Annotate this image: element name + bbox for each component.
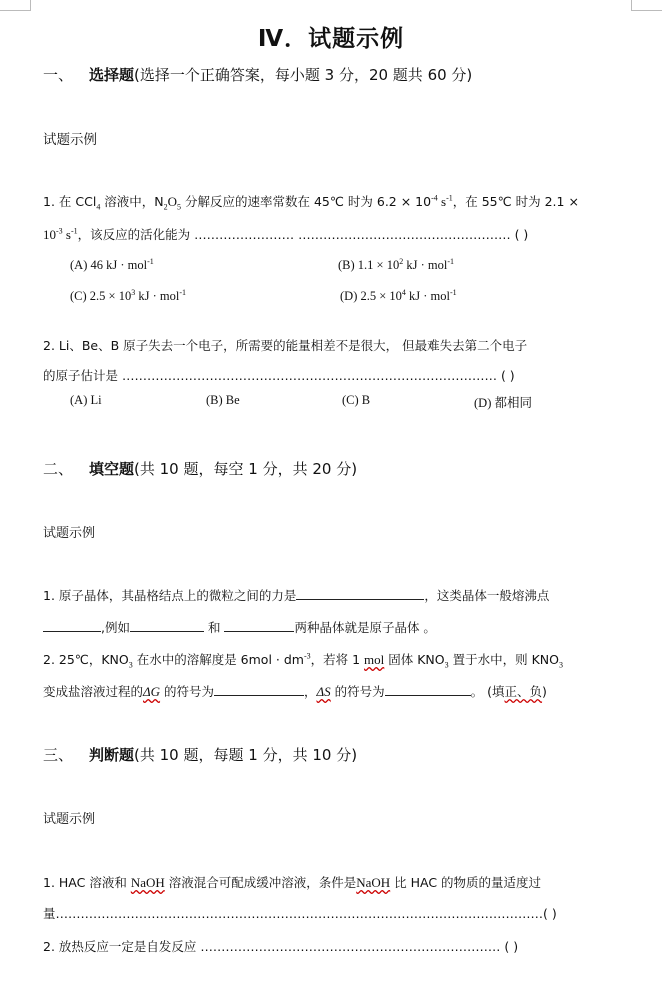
text: (D) 2.5 × 10: [340, 289, 402, 304]
text: 量………………………………………………………………………………………………………( ): [43, 906, 557, 921]
s1-q1-option-a: [70, 257, 154, 273]
spellcheck-word: mol: [364, 652, 385, 667]
text: 的符号为: [160, 684, 215, 699]
s3-question-1-line-2: [43, 904, 557, 922]
text: 2. 25℃，KNO: [43, 652, 129, 667]
superscript: -4: [431, 193, 438, 203]
section-heading-3: [43, 744, 357, 765]
text: kJ · mol: [135, 289, 180, 304]
text: 变成盐溶液过程的: [43, 684, 144, 699]
superscript: -1: [179, 288, 186, 297]
text: 的符号为: [330, 684, 385, 699]
subscript: 3: [558, 660, 563, 670]
spellcheck-word: ΔS: [316, 684, 331, 699]
superscript: -1: [70, 226, 78, 236]
section-desc: (共 10 题，每空 1 分，共 20 分): [134, 460, 358, 478]
s3-question-1-line-1: [43, 873, 541, 891]
text: 溶液中，N: [100, 194, 164, 209]
s1-question-1-line-2: [43, 225, 528, 243]
text: 2. 放热反应一定是自发反应 ……………………………………………………………… ( ): [43, 939, 519, 954]
subscript: 3: [444, 660, 449, 670]
spellcheck-word: ΔG: [143, 684, 161, 699]
section-number: 二、: [43, 460, 74, 478]
text: (A) 46 kJ · mol: [70, 258, 148, 273]
s1-question-2-line-1: [43, 336, 527, 354]
s1-question-2-line-2: [43, 366, 515, 384]
text: 1. 在 CCl: [43, 194, 97, 209]
section-name: 选择题: [89, 66, 135, 84]
s3-question-2: [43, 937, 518, 955]
superscript: 3: [131, 288, 136, 297]
example-label: 试题示例: [43, 132, 97, 148]
text: 1. 原子晶体，其晶格结点上的微粒之间的力是: [43, 588, 297, 603]
text: 2. Li、Be、B 原子失去一个电子，所需要的能量相差不是很大， 但最难失去第二个电子: [43, 338, 528, 353]
s2-question-2-line-2: [43, 682, 547, 700]
text: ，这类晶体一般熔沸点: [424, 588, 550, 603]
text: 10: [43, 227, 56, 242]
text: 溶液混合可配成缓冲溶液，条件是: [164, 875, 357, 890]
text: 和: [203, 620, 225, 635]
answer-blank[interactable]: [296, 587, 424, 600]
text: (B) 1.1 × 10: [338, 258, 400, 273]
superscript: -3: [56, 226, 63, 236]
section-name: 填空题: [89, 460, 135, 478]
s1-q1-option-c: [70, 288, 186, 304]
answer-blank[interactable]: [224, 619, 294, 632]
answer-blank[interactable]: [214, 683, 304, 696]
subscript: 5: [177, 202, 182, 212]
text: 分解反应的速率常数在 45℃ 时为 6.2 × 10: [181, 194, 432, 209]
text: ): [542, 684, 547, 699]
section-number: 三、: [43, 746, 74, 764]
text: 固体 KNO: [384, 652, 445, 667]
text: s: [62, 227, 71, 242]
s1-question-1-line-1: [43, 192, 579, 212]
section-desc: (选择一个正确答案，每小题 3 分，20 题共 60 分): [134, 66, 473, 84]
example-label: 试题示例: [43, 526, 96, 541]
page-corner-mark-left: [0, 0, 31, 11]
section-desc: (共 10 题，每题 1 分，共 10 分): [134, 746, 358, 764]
spellcheck-word: 正、负: [504, 684, 543, 699]
s2-question-1-line-2: [43, 618, 436, 636]
text: 在水中的溶解度是 6mol · dm: [132, 652, 304, 667]
spellcheck-word: NaOH: [130, 875, 165, 890]
superscript: -1: [447, 257, 454, 266]
text: ,例如: [101, 620, 130, 635]
superscript: -1: [450, 288, 457, 297]
text: kJ · mol: [405, 289, 451, 304]
text: 比 HAC 的物质的量适度过: [390, 875, 542, 890]
page-title: Ⅳ．试题示例: [257, 26, 405, 52]
text: ，在 55℃ 时为 2.1 ×: [452, 194, 579, 209]
superscript: 2: [399, 257, 404, 266]
text: O: [167, 194, 178, 209]
section-heading-1: [43, 64, 472, 85]
text: ，该反应的活化能为 …………………… …………………………………………… ( ): [77, 227, 529, 242]
answer-blank[interactable]: [43, 619, 101, 632]
text: s: [437, 194, 447, 209]
page-corner-mark-right: [631, 0, 662, 11]
text: 两种晶体就是原子晶体 。: [294, 620, 436, 635]
text: 。 (填: [470, 684, 505, 699]
section-name: 判断题: [89, 746, 135, 764]
s1-q1-option-b: [338, 257, 454, 273]
text: 1. HAC 溶液和: [43, 875, 131, 890]
text: 置于水中，则 KNO: [448, 652, 559, 667]
section-number: 一、: [43, 66, 74, 84]
s2-question-1-line-1: [43, 586, 549, 604]
subscript: 3: [128, 660, 133, 670]
text: ，若将 1: [310, 652, 365, 667]
answer-blank[interactable]: [385, 683, 471, 696]
text: kJ · mol: [403, 258, 448, 273]
subscript: 4: [96, 202, 101, 212]
s1-q2-option-b: (B) Be: [206, 393, 240, 407]
answer-blank[interactable]: [130, 619, 204, 632]
superscript: -1: [446, 193, 453, 203]
s1-q1-option-d: [340, 288, 457, 304]
superscript: -3: [303, 651, 311, 661]
s1-q2-option-a: (A) Li: [70, 393, 102, 407]
subscript: 2: [163, 202, 168, 212]
text: ，: [304, 684, 317, 699]
superscript: 4: [401, 288, 406, 297]
text: (C) 2.5 × 10: [70, 289, 132, 304]
s1-q2-option-c: (C) B: [342, 393, 371, 407]
text: 的原子估计是 ……………………………………………………………………………… ( ): [43, 368, 515, 383]
s1-q2-option-d: (D) 都相同: [474, 396, 532, 410]
section-heading-2: [43, 458, 357, 479]
superscript: -1: [147, 257, 154, 266]
s2-question-2-line-1: [43, 650, 563, 670]
spellcheck-word: NaOH: [356, 875, 391, 890]
example-label: 试题示例: [43, 812, 96, 827]
